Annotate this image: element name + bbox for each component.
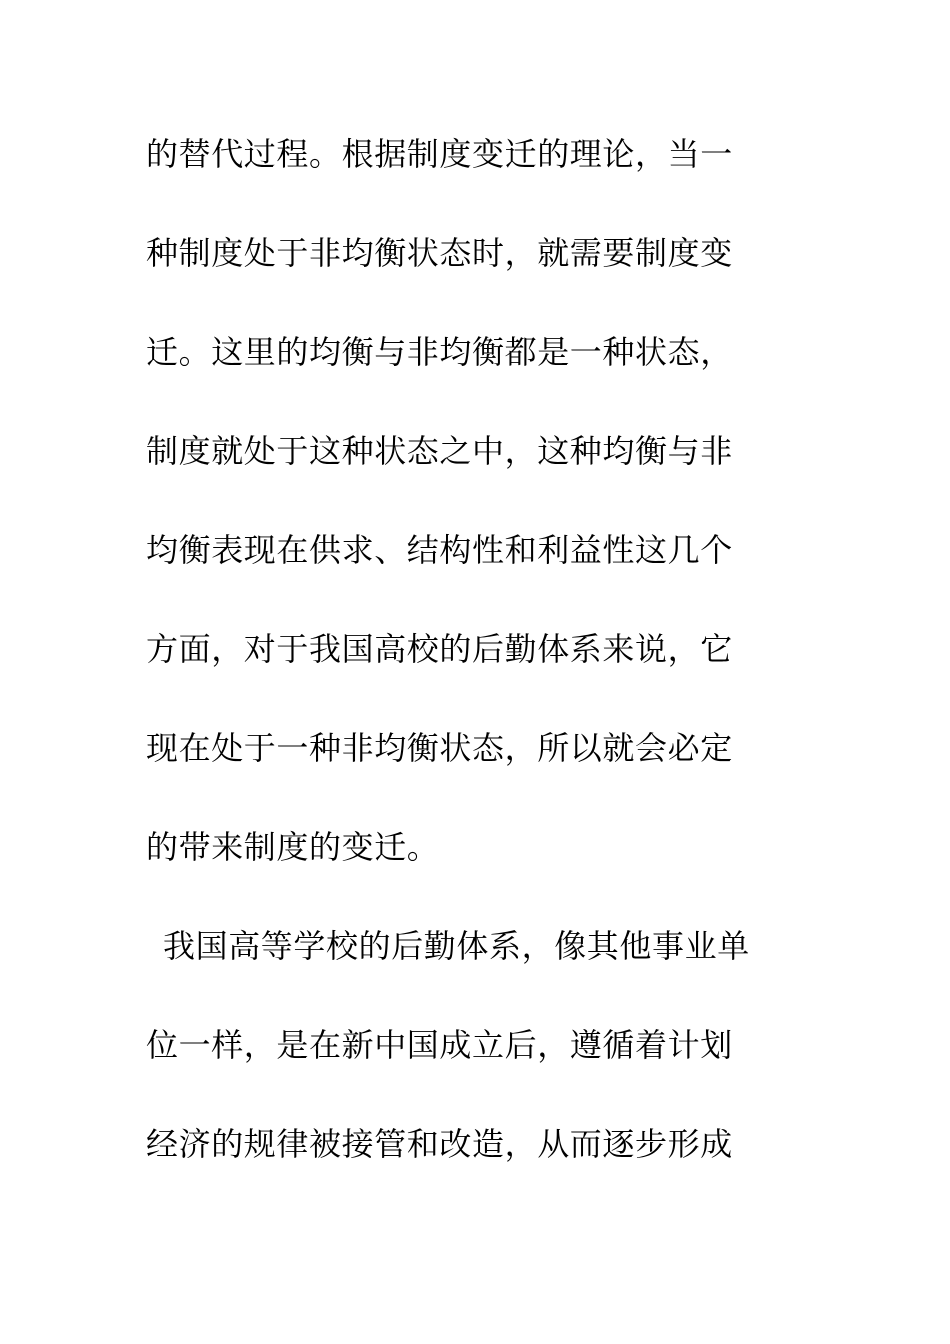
paragraph-1 bbox=[146, 122, 806, 914]
paragraph-2-line-2: 位一样，是在新中国成立后，遵循着计划 bbox=[146, 1026, 733, 1064]
paragraph-1-line-7: 现在处于一种非均衡状态，所以就会必定 bbox=[146, 729, 733, 767]
paragraph-1-line-8: 的带来制度的变迁。 bbox=[146, 828, 440, 866]
paragraph-1-line-4: 制度就处于这种状态之中，这种均衡与非 bbox=[146, 432, 733, 470]
paragraph-1-line-3: 迁。这里的均衡与非均衡都是一种状态， bbox=[146, 333, 733, 371]
paragraph-1-line-1: 的替代过程。根据制度变迁的理论，当一 bbox=[146, 135, 733, 173]
paragraph-1-line-5: 均衡表现在供求、结构性和利益性这几个 bbox=[146, 531, 733, 569]
body-text bbox=[146, 122, 806, 1211]
paragraph-1-line-2: 种制度处于非均衡状态时，就需要制度变 bbox=[146, 234, 733, 272]
paragraph-2 bbox=[146, 914, 806, 1211]
paragraph-2-line-1: 我国高等学校的后勤体系，像其他事业单 bbox=[163, 927, 750, 965]
paragraph-1-line-6: 方面，对于我国高校的后勤体系来说，它 bbox=[146, 630, 733, 668]
paragraph-2-line-3: 经济的规律被接管和改造，从而逐步形成 bbox=[146, 1125, 733, 1163]
